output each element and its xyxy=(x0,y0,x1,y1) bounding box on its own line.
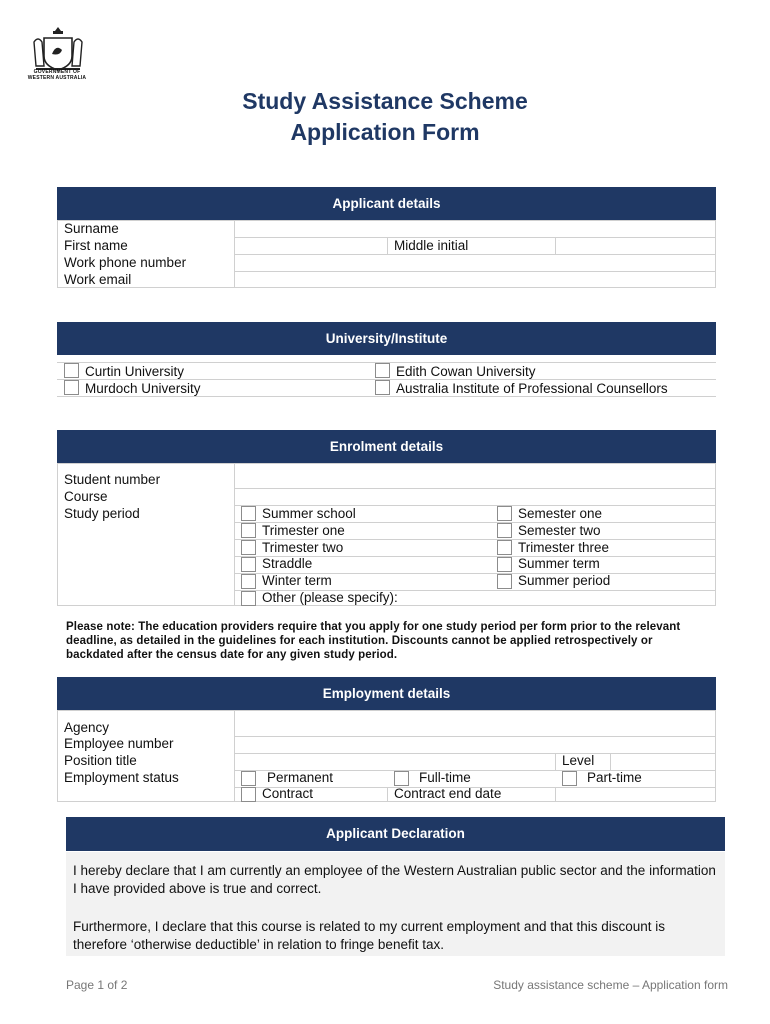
first-name-field[interactable] xyxy=(234,237,388,255)
course-field[interactable] xyxy=(234,488,716,506)
straddle-checkbox[interactable] xyxy=(241,557,256,572)
middle-initial-field[interactable] xyxy=(555,237,716,255)
edith-cowan-university-checkbox[interactable] xyxy=(375,363,390,378)
employment-details-header: Employment details xyxy=(57,677,716,710)
work-phone-field[interactable] xyxy=(234,254,716,272)
permanent-label: Permanent xyxy=(267,770,334,785)
enrolment-details-header: Enrolment details xyxy=(57,430,716,463)
surname-field[interactable] xyxy=(234,220,716,238)
footer-document-name: Study assistance scheme – Application form xyxy=(493,978,728,992)
university-header: University/Institute xyxy=(57,322,716,355)
agency-label: Agency xyxy=(64,720,110,735)
semester-two-checkbox[interactable] xyxy=(497,523,512,538)
page-subtitle: Application Form xyxy=(290,119,480,145)
full-time-label: Full-time xyxy=(419,770,471,785)
position-title-field[interactable] xyxy=(234,753,556,771)
murdoch-university-checkbox[interactable] xyxy=(64,380,79,395)
level-field[interactable] xyxy=(610,753,716,771)
employment-status-label: Employment status xyxy=(64,770,179,785)
trimester-one-label: Trimester one xyxy=(262,523,345,538)
study-period-label: Study period xyxy=(64,506,140,521)
employee-number-field[interactable] xyxy=(234,736,716,754)
position-title-label: Position title xyxy=(64,753,137,768)
middle-initial-label: Middle initial xyxy=(394,238,469,253)
part-time-label: Part-time xyxy=(587,770,642,785)
semester-one-checkbox[interactable] xyxy=(497,506,512,521)
aipc-label: Australia Institute of Professional Counsellors xyxy=(396,381,668,396)
part-time-checkbox[interactable] xyxy=(562,771,577,786)
trimester-one-checkbox[interactable] xyxy=(241,523,256,538)
trimester-two-label: Trimester two xyxy=(262,540,344,555)
study-period-note: Please note: The education providers require that you apply for one study period per form prior to the relevant deadline, as detailed in the guidelines for each institution. Discounts cannot be applied retrospectively or backdated after the census date for any given study period. xyxy=(66,621,681,661)
agency-field[interactable] xyxy=(234,710,716,737)
surname-label: Surname xyxy=(64,221,119,236)
edith-cowan-university-label: Edith Cowan University xyxy=(396,364,536,379)
summer-period-label: Summer period xyxy=(518,573,611,588)
summer-term-checkbox[interactable] xyxy=(497,557,512,572)
work-email-label: Work email xyxy=(64,272,132,287)
straddle-label: Straddle xyxy=(262,556,313,571)
page-title: Study Assistance Scheme xyxy=(242,88,528,114)
murdoch-university-label: Murdoch University xyxy=(85,381,201,396)
curtin-university-label: Curtin University xyxy=(85,364,185,379)
contract-label: Contract xyxy=(262,786,314,801)
applicant-details-header: Applicant details xyxy=(57,187,716,220)
winter-term-checkbox[interactable] xyxy=(241,574,256,589)
summer-school-checkbox[interactable] xyxy=(241,506,256,521)
other-period-label: Other (please specify): xyxy=(262,590,398,605)
work-email-field[interactable] xyxy=(234,271,716,288)
employee-number-label: Employee number xyxy=(64,736,174,751)
level-label: Level xyxy=(562,753,595,768)
semester-one-label: Semester one xyxy=(518,506,603,521)
semester-two-label: Semester two xyxy=(518,523,601,538)
summer-school-label: Summer school xyxy=(262,506,356,521)
summer-term-label: Summer term xyxy=(518,556,600,571)
course-label: Course xyxy=(64,489,108,504)
student-number-label: Student number xyxy=(64,472,161,487)
contract-end-date-field[interactable] xyxy=(555,787,716,802)
other-period-checkbox[interactable] xyxy=(241,591,256,606)
work-phone-label: Work phone number xyxy=(64,255,187,270)
declaration-paragraph-2: Furthermore, I declare that this course is related to my current employment and that this discount is therefore ‘otherwise deductible’ in relation to fringe benefit tax. xyxy=(73,919,666,952)
winter-term-label: Winter term xyxy=(262,573,332,588)
full-time-checkbox[interactable] xyxy=(394,771,409,786)
trimester-three-label: Trimester three xyxy=(518,540,610,555)
summer-period-checkbox[interactable] xyxy=(497,574,512,589)
contract-checkbox[interactable] xyxy=(241,787,256,802)
trimester-three-checkbox[interactable] xyxy=(497,540,512,555)
page-number: Page 1 of 2 xyxy=(66,978,128,992)
first-name-label: First name xyxy=(64,238,128,253)
contract-end-date-label: Contract end date xyxy=(394,786,502,801)
declaration-header: Applicant Declaration xyxy=(66,817,725,851)
trimester-two-checkbox[interactable] xyxy=(241,540,256,555)
aipc-checkbox[interactable] xyxy=(375,380,390,395)
declaration-paragraph-1: I hereby declare that I am currently an employee of the Western Australian public sector and the information I have provided above is true and correct. xyxy=(73,863,716,896)
student-number-field[interactable] xyxy=(234,463,716,489)
logo-caption: GOVERNMENT OF WESTERN AUSTRALIA xyxy=(27,69,87,81)
curtin-university-checkbox[interactable] xyxy=(64,363,79,378)
permanent-checkbox[interactable] xyxy=(241,771,256,786)
